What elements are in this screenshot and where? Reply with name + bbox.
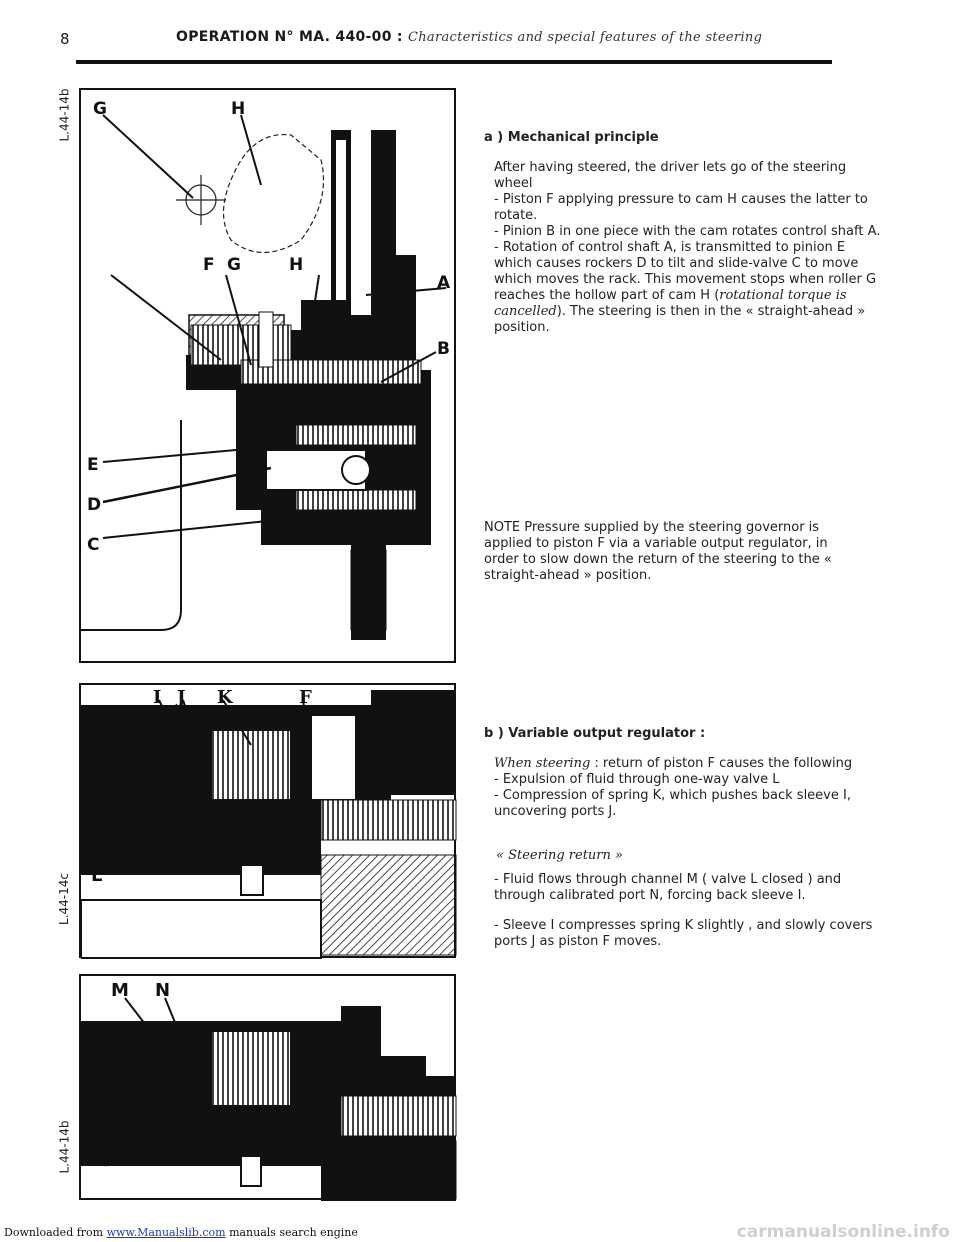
steering-return-italic: « Steering return » [496,848,623,863]
section-b-intro-text: : return of piston F causes the following [594,756,853,771]
label-n: N [155,980,171,1001]
watermark: carmanualsonline.info [736,1222,950,1242]
label-h: H [289,255,304,275]
section-a-bullet-2: - Pinion B in one piece with the cam rotates control shaft A. [494,224,881,239]
label-j: J [177,687,186,708]
footer-suffix: manuals search engine [229,1226,358,1239]
cam-sketch [176,135,324,253]
bullet-3-end: ). The steering is then in the « straight-ahead » position. [494,304,866,335]
operation-number: OPERATION N° MA. 440-00 : [176,29,403,45]
section-b-bullet-4: - Sleeve I compresses spring K slightly , and slowly covers ports J as piston F moves. [494,918,873,949]
label-g-top: G [93,99,107,119]
figure-output-regulator [79,683,456,958]
section-b-intro [484,756,884,772]
manualslib-link[interactable]: www.Manualslib.com [106,1226,226,1239]
header-rule [76,60,832,64]
housing-body [186,130,431,640]
download-footer [4,1226,358,1239]
label-f2: F [299,687,312,708]
section-a-bullet-1: - Piston F applying pressure to cam H causes the latter to rotate. [494,192,868,223]
section-a-heading: a ) Mechanical principle [484,130,659,145]
page-title [176,29,762,45]
figure-steering-box [79,88,456,663]
note-text: NOTE Pressure supplied by the steering governor is applied to piston F via a variable output regulator, in order to slow down the return of the steering to the « straight-ahead » position. [484,520,832,583]
bullet-3-text: - Rotation of control shaft A, is transmitted to pinion E which causes rockers D to tilt and slide-valve C to move which moves the rack. This movement stops when roller G reaches the hollow part of cam H ( [494,240,877,303]
figure-steering-return [79,974,456,1200]
figure-ref-2: L.44-14c [56,873,71,925]
label-g: G [227,255,241,275]
label-m: M [111,980,129,1001]
page-subtitle: Characteristics and special features of the steering [408,30,763,45]
footer-prefix: Downloaded from [4,1226,104,1239]
section-note [484,520,854,584]
label-i: I [153,687,162,708]
label-h-top: H [231,99,246,119]
label-k: K [217,687,233,708]
section-a-intro: After having steered, the driver lets go of the steering wheel [494,160,847,191]
steering-box-diagram [81,90,458,665]
bullet-3-italic: rotational torque is cancelled [494,288,847,319]
label-b: B [437,339,450,359]
section-b-intro-italic: When steering [494,756,591,771]
section-b-bullet-3: - Fluid flows through channel M ( valve L closed ) and through calibrated port N, forcing back sleeve I. [494,872,842,903]
output-regulator-diagram [81,685,458,960]
figure-ref-3: L.44-14b [57,1120,72,1174]
section-b-bullet-1: - Expulsion of fluid through one-way valve L [494,772,780,787]
page-number: 8 [60,30,70,48]
figure-ref-1: L.44-14b [57,88,72,142]
label-a: A [437,273,451,293]
leader-h-top [241,115,261,185]
label-l: L [91,865,103,886]
steering-return-heading [484,848,884,864]
section-mechanical-principle [484,130,884,336]
label-c: C [87,535,100,555]
section-a-bullet-3 [484,240,884,336]
return-body [81,1006,456,1201]
leader-g-top [103,115,193,198]
label-e: E [87,455,99,475]
section-b-heading: b ) Variable output regulator : [484,726,706,741]
label-d: D [87,495,102,515]
steering-return-diagram [81,976,458,1202]
section-b-bullet-2: - Compression of spring K, which pushes back sleeve I, uncovering ports J. [494,788,851,819]
label-l2: L [109,1130,121,1151]
label-f: F [203,255,215,275]
regulator-body [81,690,456,958]
pipe [81,420,181,630]
section-variable-output-regulator [484,726,884,950]
